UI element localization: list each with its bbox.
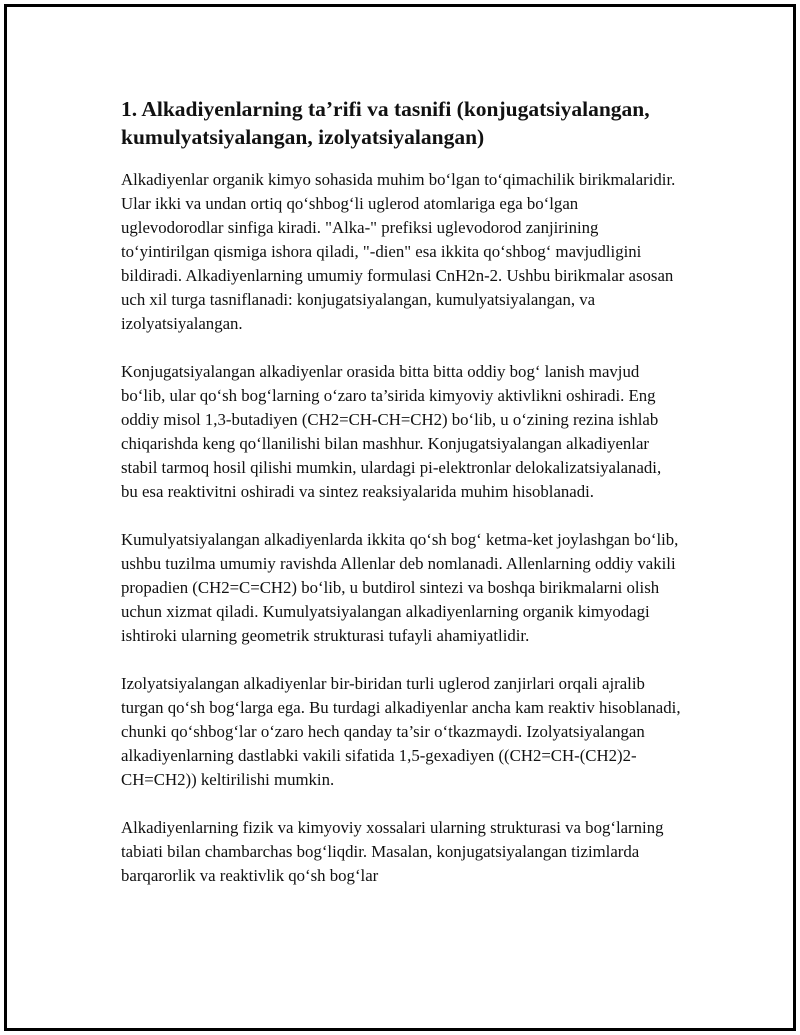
paragraph-conjugated: Konjugatsiyalangan alkadiyenlar orasida bitta bitta oddiy bog‘ lanish mavjud bo‘lib, ular qo‘sh bog‘larning o‘zaro ta’sirida kimyoviy aktivlikni oshiradi. Eng oddiy misol 1,3-butadiyen (CH2=CH-CH=CH2) bo‘lib, u o‘zining rezina ishlab chiqarishda keng qo‘llanilishi bilan mashhur. Konjugatsiyalangan alkadiyenlar stabil tarmoq hosil qilishi mumkin, ulardagi pi-elektronlar delokalizatsiyalanadi, bu esa reaktivitni oshiradi va sintez reaksiyalarida muhim hisoblanadi. — [121, 362, 662, 501]
section-heading: 1. Alkadiyenlarning ta’rifi va tasnifi (konjugatsiyalangan, kumulyatsiyalangan, izolyatsiyalangan) — [121, 97, 650, 149]
paragraph-introduction: Alkadiyenlar organik kimyo sohasida muhim bo‘lgan to‘qimachilik birikmalaridir. Ular ikki va undan ortiq qo‘shbog‘li uglerod atomlariga ega bo‘lgan uglevodorodlar sinfiga kiradi. "Alka-" prefiksi uglevodorod zanjirining to‘yintirilgan qismiga ishora qiladi, "-dien" esa ikkita qo‘shbog‘ mavjudligini bildiradi. Alkadiyenlarning umumiy formulasi CnH2n-2. Ushbu birikmalar asosan uch xil turga tasniflanadi: konjugatsiyalangan, kumulyatsiyalangan, va izolyatsiyalangan. — [121, 170, 676, 333]
paragraph-cumulated: Kumulyatsiyalangan alkadiyenlarda ikkita qo‘sh bog‘ ketma-ket joylashgan bo‘lib, ushbu tuzilma umumiy ravishda Allenlar deb nomlanadi. Allenlarning oddiy vakili propadien (CH2=C=CH2) bo‘lib, u butdirol sintezi va boshqa birikmalarni olish uchun xizmat qiladi. Kumulyatsiyalangan alkadiyenlarning organik kimyodagi ishtiroki ularning geometrik strukturasi tufayli ahamiyatlidir. — [121, 530, 679, 645]
paragraph-properties: Alkadiyenlarning fizik va kimyoviy xossalari ularning strukturasi va bog‘larning tabiati bilan chambarchas bog‘liqdir. Masalan, konjugatsiyalangan tizimlarda barqarorlik va reaktivlik qo‘sh bog‘lar — [121, 818, 664, 885]
paragraph-isolated: Izolyatsiyalangan alkadiyenlar bir-biridan turli uglerod zanjirlari orqali ajralib turgan qo‘sh bog‘larga ega. Bu turdagi alkadiyenlar ancha kam reaktiv hisoblanadi, chunki qo‘shbog‘lar o‘zaro hech qanday ta’sir o‘tkazmaydi. Izolyatsiyalangan alkadiyenlarning dastlabki vakili sifatida 1,5-gexadiyen ((CH2=CH-(CH2)2-CH=CH2)) keltirilishi mumkin. — [121, 674, 681, 789]
document-page — [4, 4, 796, 1031]
document-body — [121, 95, 681, 888]
